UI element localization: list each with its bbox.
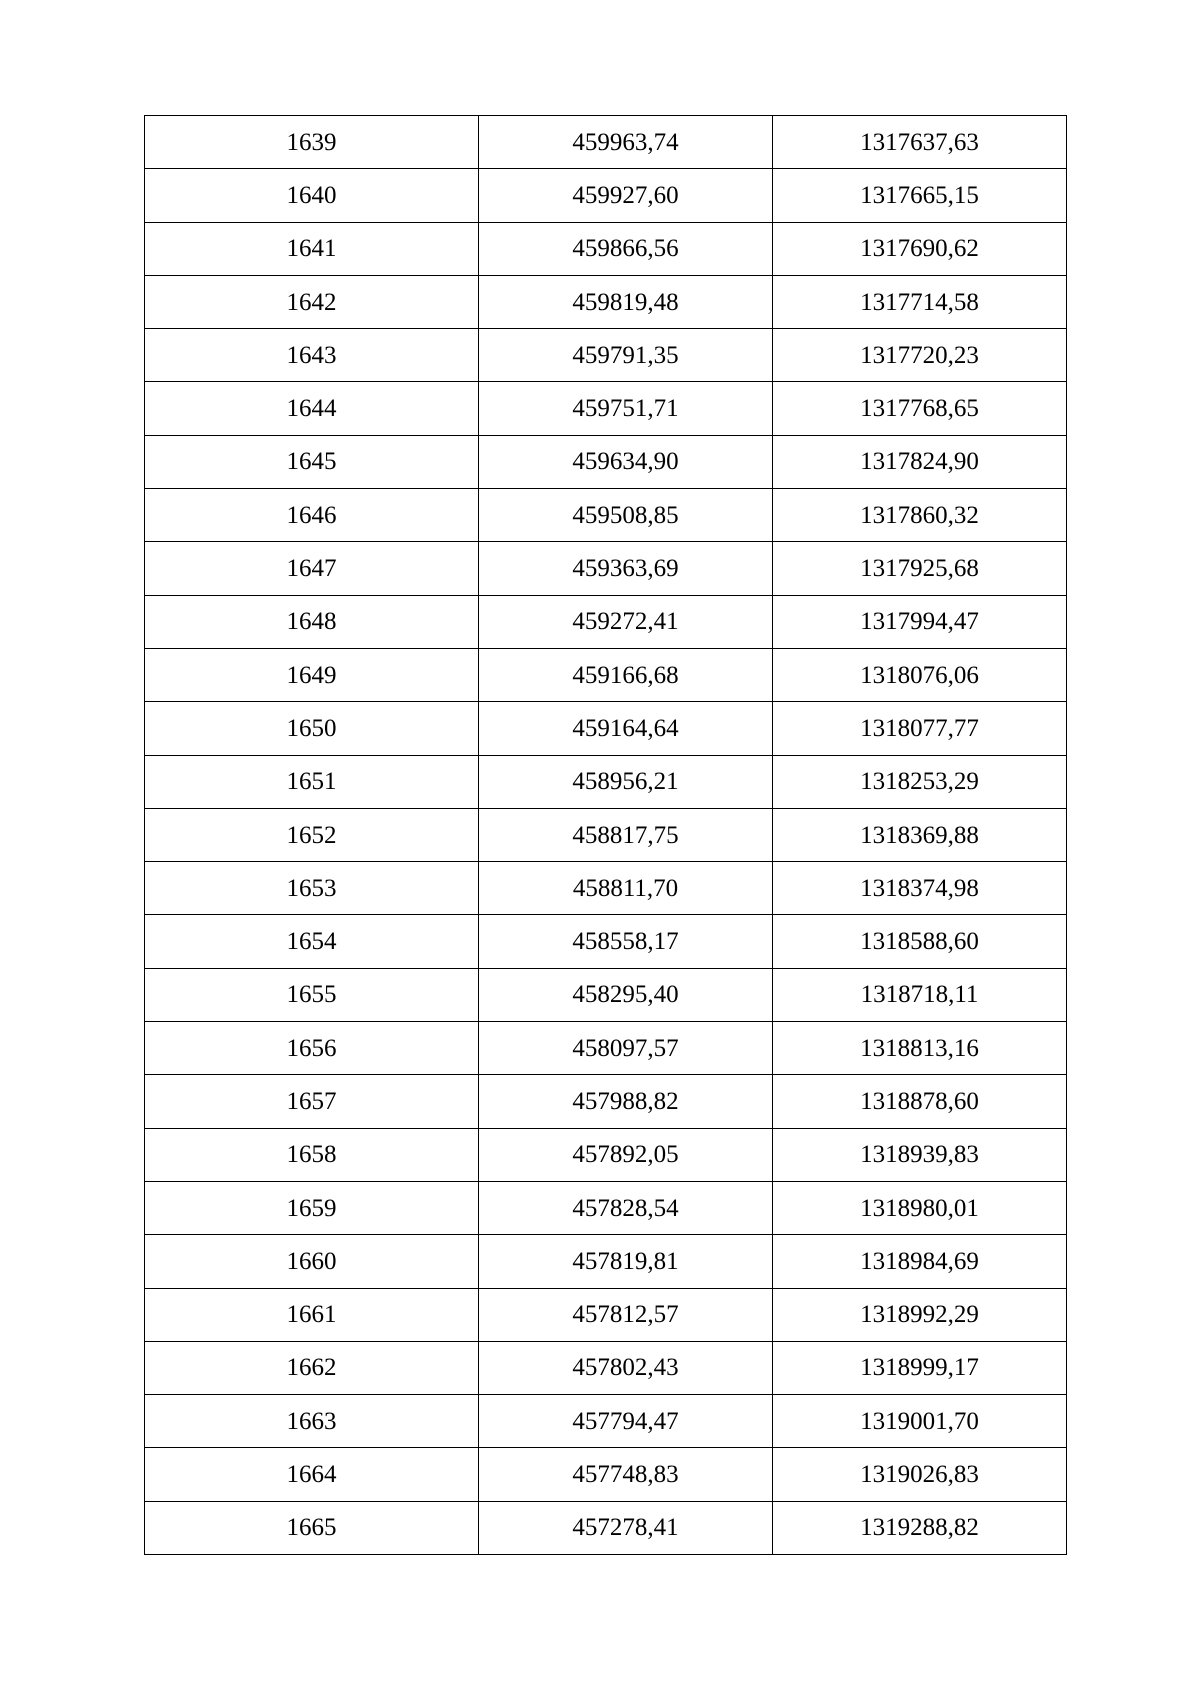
table-row <box>145 1341 1067 1394</box>
table-row <box>145 1128 1067 1181</box>
y-coordinate-cell: 1319026,83 <box>773 1448 1067 1501</box>
x-coordinate-cell: 458295,40 <box>479 968 773 1021</box>
point-number-cell: 1644 <box>145 382 479 435</box>
y-coordinate-cell: 1317690,62 <box>773 222 1067 275</box>
y-coordinate-cell: 1318939,83 <box>773 1128 1067 1181</box>
x-coordinate-cell: 459963,74 <box>479 116 773 169</box>
y-coordinate-cell: 1318999,17 <box>773 1341 1067 1394</box>
point-number-cell: 1656 <box>145 1022 479 1075</box>
x-coordinate-cell: 459508,85 <box>479 489 773 542</box>
x-coordinate-cell: 458956,21 <box>479 755 773 808</box>
y-coordinate-cell: 1318077,77 <box>773 702 1067 755</box>
table-row <box>145 382 1067 435</box>
y-coordinate-cell: 1317860,32 <box>773 489 1067 542</box>
table-row <box>145 1235 1067 1288</box>
table-row <box>145 1181 1067 1234</box>
y-coordinate-cell: 1318980,01 <box>773 1181 1067 1234</box>
x-coordinate-cell: 457794,47 <box>479 1395 773 1448</box>
point-number-cell: 1645 <box>145 435 479 488</box>
y-coordinate-cell: 1319288,82 <box>773 1501 1067 1554</box>
x-coordinate-cell: 457748,83 <box>479 1448 773 1501</box>
point-number-cell: 1642 <box>145 275 479 328</box>
x-coordinate-cell: 457819,81 <box>479 1235 773 1288</box>
y-coordinate-cell: 1318588,60 <box>773 915 1067 968</box>
point-number-cell: 1664 <box>145 1448 479 1501</box>
coordinates-table <box>144 115 1067 1555</box>
x-coordinate-cell: 459164,64 <box>479 702 773 755</box>
point-number-cell: 1640 <box>145 169 479 222</box>
point-number-cell: 1665 <box>145 1501 479 1554</box>
table-row <box>145 542 1067 595</box>
y-coordinate-cell: 1318813,16 <box>773 1022 1067 1075</box>
point-number-cell: 1654 <box>145 915 479 968</box>
y-coordinate-cell: 1317637,63 <box>773 116 1067 169</box>
point-number-cell: 1650 <box>145 702 479 755</box>
point-number-cell: 1661 <box>145 1288 479 1341</box>
table-row <box>145 808 1067 861</box>
point-number-cell: 1659 <box>145 1181 479 1234</box>
x-coordinate-cell: 458558,17 <box>479 915 773 968</box>
x-coordinate-cell: 457812,57 <box>479 1288 773 1341</box>
y-coordinate-cell: 1318992,29 <box>773 1288 1067 1341</box>
table-row <box>145 968 1067 1021</box>
x-coordinate-cell: 459819,48 <box>479 275 773 328</box>
point-number-cell: 1662 <box>145 1341 479 1394</box>
point-number-cell: 1648 <box>145 595 479 648</box>
x-coordinate-cell: 459791,35 <box>479 329 773 382</box>
x-coordinate-cell: 459363,69 <box>479 542 773 595</box>
y-coordinate-cell: 1318076,06 <box>773 648 1067 701</box>
table-row <box>145 275 1067 328</box>
table-row <box>145 489 1067 542</box>
table-row <box>145 755 1067 808</box>
y-coordinate-cell: 1317714,58 <box>773 275 1067 328</box>
y-coordinate-cell: 1317824,90 <box>773 435 1067 488</box>
x-coordinate-cell: 459927,60 <box>479 169 773 222</box>
table-row <box>145 1448 1067 1501</box>
table-row <box>145 595 1067 648</box>
x-coordinate-cell: 458097,57 <box>479 1022 773 1075</box>
point-number-cell: 1652 <box>145 808 479 861</box>
x-coordinate-cell: 458811,70 <box>479 862 773 915</box>
y-coordinate-cell: 1317925,68 <box>773 542 1067 595</box>
table-row <box>145 222 1067 275</box>
point-number-cell: 1657 <box>145 1075 479 1128</box>
point-number-cell: 1646 <box>145 489 479 542</box>
table-row <box>145 1501 1067 1554</box>
table-row <box>145 702 1067 755</box>
x-coordinate-cell: 457828,54 <box>479 1181 773 1234</box>
x-coordinate-cell: 459751,71 <box>479 382 773 435</box>
x-coordinate-cell: 459166,68 <box>479 648 773 701</box>
y-coordinate-cell: 1318374,98 <box>773 862 1067 915</box>
table-row <box>145 435 1067 488</box>
y-coordinate-cell: 1319001,70 <box>773 1395 1067 1448</box>
point-number-cell: 1653 <box>145 862 479 915</box>
table-row <box>145 1022 1067 1075</box>
y-coordinate-cell: 1317768,65 <box>773 382 1067 435</box>
point-number-cell: 1647 <box>145 542 479 595</box>
y-coordinate-cell: 1317994,47 <box>773 595 1067 648</box>
point-number-cell: 1655 <box>145 968 479 1021</box>
point-number-cell: 1641 <box>145 222 479 275</box>
x-coordinate-cell: 458817,75 <box>479 808 773 861</box>
y-coordinate-cell: 1317720,23 <box>773 329 1067 382</box>
table-row <box>145 329 1067 382</box>
point-number-cell: 1639 <box>145 116 479 169</box>
y-coordinate-cell: 1318718,11 <box>773 968 1067 1021</box>
table-row <box>145 169 1067 222</box>
table-row <box>145 915 1067 968</box>
y-coordinate-cell: 1318984,69 <box>773 1235 1067 1288</box>
point-number-cell: 1649 <box>145 648 479 701</box>
x-coordinate-cell: 457278,41 <box>479 1501 773 1554</box>
x-coordinate-cell: 459866,56 <box>479 222 773 275</box>
point-number-cell: 1643 <box>145 329 479 382</box>
y-coordinate-cell: 1318878,60 <box>773 1075 1067 1128</box>
point-number-cell: 1658 <box>145 1128 479 1181</box>
table-row <box>145 116 1067 169</box>
point-number-cell: 1651 <box>145 755 479 808</box>
coordinates-table-body <box>145 116 1067 1555</box>
table-row <box>145 862 1067 915</box>
x-coordinate-cell: 457892,05 <box>479 1128 773 1181</box>
y-coordinate-cell: 1318369,88 <box>773 808 1067 861</box>
table-row <box>145 648 1067 701</box>
point-number-cell: 1660 <box>145 1235 479 1288</box>
table-row <box>145 1075 1067 1128</box>
x-coordinate-cell: 457988,82 <box>479 1075 773 1128</box>
y-coordinate-cell: 1317665,15 <box>773 169 1067 222</box>
y-coordinate-cell: 1318253,29 <box>773 755 1067 808</box>
x-coordinate-cell: 457802,43 <box>479 1341 773 1394</box>
table-row <box>145 1288 1067 1341</box>
point-number-cell: 1663 <box>145 1395 479 1448</box>
x-coordinate-cell: 459634,90 <box>479 435 773 488</box>
x-coordinate-cell: 459272,41 <box>479 595 773 648</box>
table-row <box>145 1395 1067 1448</box>
